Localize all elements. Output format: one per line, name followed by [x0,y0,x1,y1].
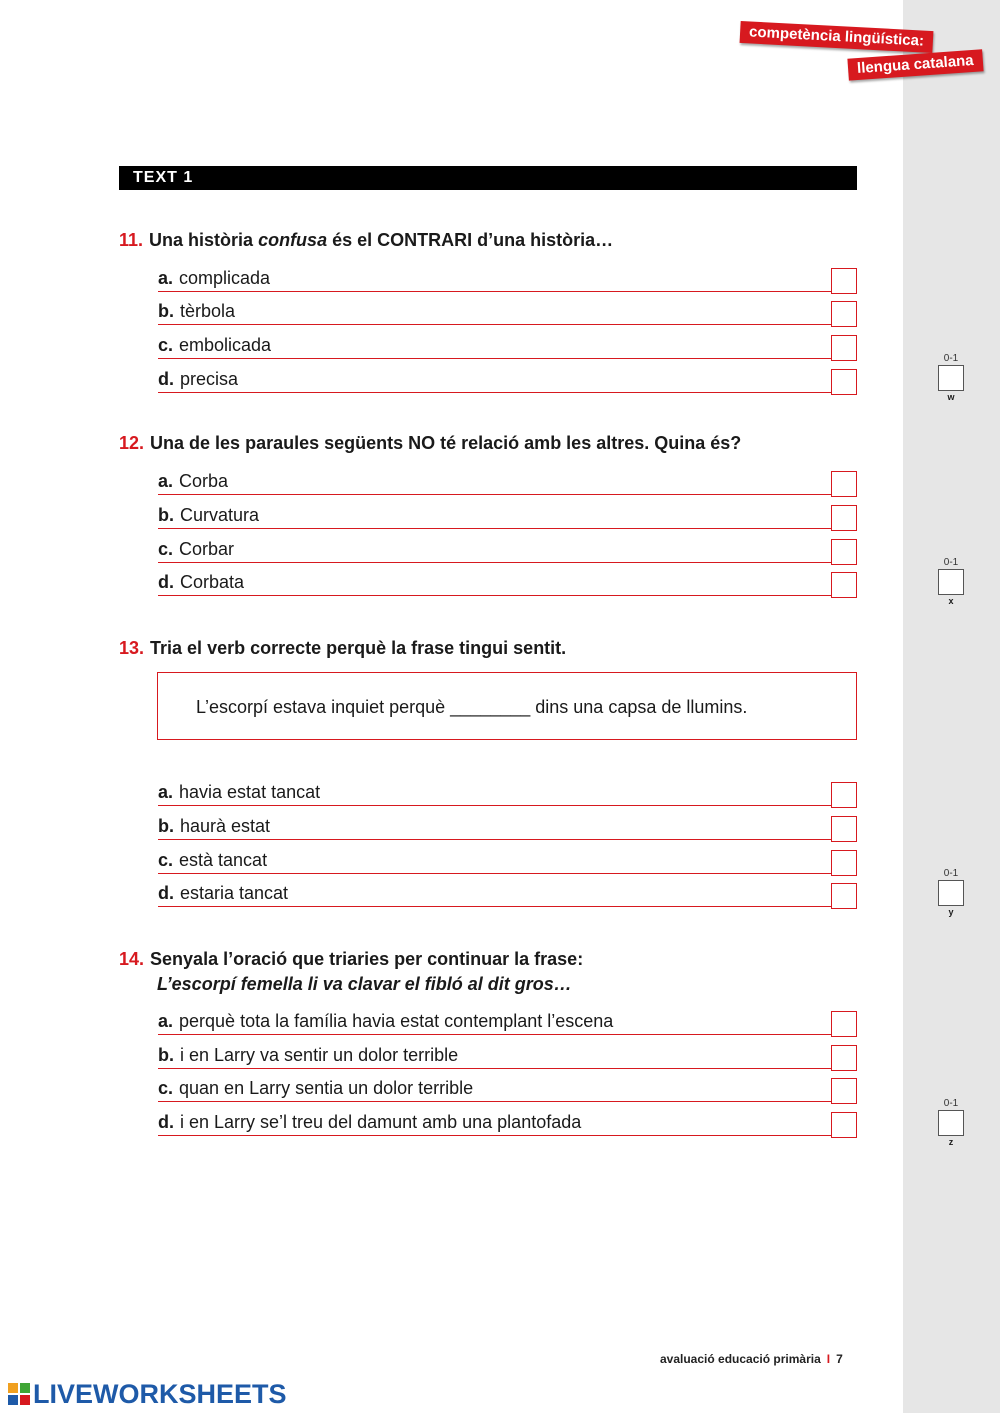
question-13 [119,636,857,903]
option-text: Corbata [180,572,245,592]
option-letter: a. [158,1011,174,1031]
option-text: tèrbola [180,301,236,321]
option-text: Curvatura [180,505,260,525]
answer-checkbox[interactable] [831,782,857,808]
option-letter: d. [158,883,174,903]
question-number: 11. [119,230,144,250]
option-b [158,806,857,840]
question-subtitle: L’escorpí femella li va clavar el fibló al dit gros… [157,974,572,994]
question-11 [119,228,857,389]
question-title [119,947,857,972]
brand-name: LIVEWORKSHEETS [33,1378,287,1409]
score-key: z [948,1137,954,1147]
option-text: Corba [179,471,229,491]
option-a [158,772,857,806]
answer-checkbox[interactable] [831,883,857,909]
sentence-box [157,672,857,740]
answer-checkbox[interactable] [831,335,857,361]
answer-checkbox[interactable] [831,1078,857,1104]
option-label [158,850,267,871]
option-label [158,1078,473,1099]
score-input[interactable] [938,569,964,595]
score-range: 0-1 [943,868,959,879]
score-range: 0-1 [943,353,959,364]
score-input[interactable] [938,880,964,906]
option-letter: b. [158,505,174,525]
question-text: Tria el verb correcte perquè la frase tingui sentit. [150,638,567,658]
question-12 [119,431,857,592]
option-b [158,495,857,529]
grading-sidebar [903,0,1000,1413]
option-label [158,335,271,356]
option-label [158,369,238,390]
question-number: 13. [119,638,145,658]
option-label [158,816,270,837]
liveworksheets-logo [8,1380,287,1408]
score-range: 0-1 [943,1098,959,1109]
answer-line [158,906,857,907]
option-letter: c. [158,1078,174,1098]
question-text: Una història [149,230,259,250]
question-number: 12. [119,433,145,453]
option-label [158,1045,458,1066]
option-letter: b. [158,1045,174,1065]
answer-checkbox[interactable] [831,1112,857,1138]
subject-tag-language: llengua catalana [847,49,983,80]
question-text: Senyala l’oració que triaries per continuar la frase: [150,949,584,969]
option-c [158,529,857,563]
question-title [119,228,857,253]
score-box-y [938,868,964,918]
option-letter: a. [158,268,174,288]
option-letter: d. [158,369,174,389]
score-box-z [938,1098,964,1148]
option-a [158,461,857,495]
option-d [158,1102,857,1136]
footer-separator: I [826,1352,831,1366]
option-c [158,840,857,874]
option-d [158,562,857,596]
score-key: y [948,907,954,917]
sentence-text: L’escorpí estava inquiet perquè ________ dins una capsa de llumins. [196,697,748,717]
option-text: quan en Larry sentia un dolor terrible [179,1078,474,1098]
option-label [158,782,320,803]
option-c [158,1068,857,1102]
answer-checkbox[interactable] [831,572,857,598]
option-letter: c. [158,335,174,355]
option-label [158,572,244,593]
option-b [158,291,857,325]
option-a [158,1001,857,1035]
option-label [158,301,235,322]
answer-checkbox[interactable] [831,1011,857,1037]
logo-icon [8,1383,30,1405]
option-d [158,873,857,907]
section-title: TEXT 1 [133,169,194,186]
option-text: Corbar [179,539,235,559]
page-number: 7 [836,1352,843,1366]
question-14 [119,947,857,1132]
score-range: 0-1 [943,557,959,568]
option-label [158,471,228,492]
option-text: precisa [180,369,239,389]
option-letter: d. [158,572,174,592]
score-input[interactable] [938,365,964,391]
option-text: està tancat [179,850,268,870]
subject-tag-competence: competència lingüística: [740,21,934,53]
option-text: estaria tancat [180,883,289,903]
answer-line [158,1135,857,1136]
answer-checkbox[interactable] [831,816,857,842]
question-title [119,431,857,456]
option-text: haurà estat [180,816,271,836]
option-label [158,539,234,560]
answer-checkbox[interactable] [831,471,857,497]
answer-checkbox[interactable] [831,505,857,531]
answer-line [158,392,857,393]
option-label [158,1011,613,1032]
option-text: i en Larry se’l treu del damunt amb una plantofada [180,1112,582,1132]
option-letter: c. [158,539,174,559]
option-text: havia estat tancat [179,782,321,802]
section-header [119,166,857,190]
option-letter: b. [158,816,174,836]
footer-text: avaluació educació primària [660,1352,821,1366]
option-text: complicada [179,268,271,288]
answer-checkbox[interactable] [831,369,857,395]
option-b [158,1035,857,1069]
option-text: embolicada [179,335,272,355]
page-footer [660,1352,843,1366]
question-text: Una de les paraules següents NO té relació amb les altres. Quina és? [150,433,742,453]
option-label [158,268,270,289]
question-title [119,636,857,661]
option-letter: b. [158,301,174,321]
answer-checkbox[interactable] [831,301,857,327]
option-letter: a. [158,471,174,491]
option-letter: a. [158,782,174,802]
score-box-x [938,557,964,607]
option-letter: c. [158,850,174,870]
option-c [158,325,857,359]
question-emphasis: confusa [258,230,328,250]
answer-line [158,595,857,596]
option-d [158,359,857,393]
option-label [158,505,259,526]
score-box-w [938,353,964,403]
option-a [158,258,857,292]
option-label [158,883,288,904]
option-label [158,1112,581,1133]
question-text: és el CONTRARI d’una història… [327,230,614,250]
question-number: 14. [119,949,145,969]
option-text: i en Larry va sentir un dolor terrible [180,1045,459,1065]
score-input[interactable] [938,1110,964,1136]
option-letter: d. [158,1112,174,1132]
score-key: x [948,596,954,606]
option-text: perquè tota la família havia estat contemplant l’escena [179,1011,614,1031]
score-key: w [947,392,955,402]
